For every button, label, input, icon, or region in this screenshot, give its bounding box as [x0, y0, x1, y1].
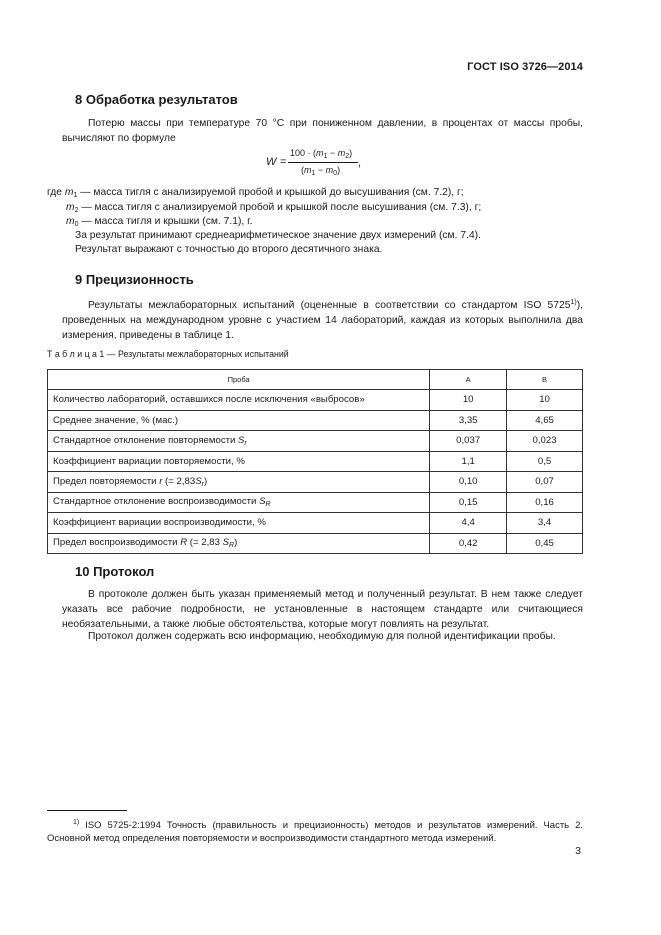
variable-symbol: m [64, 187, 74, 198]
section-9-text-after: ), проведенных на международном уровне с участием 14 лабораторий, каждая из которых выполнила два измерения, приведены в таблице 1. [62, 300, 583, 341]
section-10-paragraph-2: Протокол должен содержать всю информацию, необходимую для полной идентификации пробы. [88, 631, 556, 642]
table-row [48, 513, 583, 534]
row-label [48, 513, 430, 534]
variable-description: — масса тигля с анализируемой пробой и крышкой после высушивания (см. 7.3), г; [81, 202, 482, 213]
row-label-text: Количество лабораторий, оставшихся после исключения «выбросов» [53, 394, 365, 406]
footnote [47, 816, 583, 845]
table-header-row [48, 370, 583, 390]
row-label [48, 472, 430, 493]
variable-description: — масса тигля с анализируемой пробой и крышкой до высушивания (см. 7.2), г; [80, 187, 464, 198]
fraction-bar [288, 162, 358, 163]
results-table [47, 369, 583, 554]
value-b: 0,16 [507, 492, 583, 513]
section-9-paragraph [62, 295, 583, 343]
table-row [48, 431, 583, 452]
section-9-title: 9 Прецизионность [75, 272, 194, 287]
value-b: 0,07 [507, 472, 583, 493]
variable-subscript: 0 [74, 221, 79, 228]
row-label-text: Предел воспроизводимости R (= 2,83 S [53, 537, 230, 549]
value-a: 0,15 [430, 492, 507, 513]
row-label-subscript: R [229, 542, 235, 550]
variable-subscript: 1 [73, 192, 78, 199]
footnote-reference[interactable]: 1) [570, 299, 577, 306]
value-a: 4,4 [430, 513, 507, 534]
section-8-result-paragraph: За результат принимают среднеарифметическое значение двух измерений (см. 7.4). [75, 230, 481, 241]
section-10-title: 10 Протокол [75, 564, 155, 579]
table-row [48, 451, 583, 472]
page-number: 3 [575, 845, 581, 857]
row-label [48, 431, 430, 452]
formula [0, 148, 661, 182]
value-a: 0,037 [430, 431, 507, 452]
table-row [48, 390, 583, 411]
value-b: 0,45 [507, 533, 583, 554]
document-id: ГОСТ ISO 3726—2014 [467, 61, 583, 73]
where-word: где [47, 187, 63, 198]
formula-comma: , [358, 157, 362, 169]
row-label [48, 390, 430, 411]
value-b: 0,5 [507, 451, 583, 472]
formula-numerator: $100 \cdot (m_1 - m_2)$ [290, 148, 353, 160]
footnote-divider [47, 810, 127, 811]
value-a: 1,1 [430, 451, 507, 472]
section-8-precision-paragraph: Результат выражают с точностью до второго десятичного знака. [75, 244, 383, 255]
section-10-paragraph-1: В протоколе должен быть указан применяемый метод и полученный результат. В нем также следует указать все рабочие подробности, не установленные в настоящем стандарте или считающиеся необязательными, а также любые обстоятельства, которые могут повлиять на результат. [62, 589, 583, 630]
row-label [48, 533, 430, 554]
value-b: 3,4 [507, 513, 583, 534]
variable-symbol: m [66, 202, 75, 213]
section-8-title: 8 Обработка результатов [75, 92, 238, 107]
table-row [48, 472, 583, 493]
value-b: 10 [507, 390, 583, 411]
formula-equals: = [280, 156, 287, 168]
value-b: 4,65 [507, 410, 583, 431]
row-label [48, 410, 430, 431]
variable-subscript: 2 [74, 207, 79, 214]
value-a: 0,10 [430, 472, 507, 493]
value-a: 0,42 [430, 533, 507, 554]
row-label-text: Коэффициент вариации воспроизводимости, % [53, 517, 266, 529]
header-a: А [430, 370, 507, 390]
row-label-suffix: ) [203, 475, 208, 487]
table-caption-label: Т а б л и ц а 1 [47, 349, 105, 359]
table-row [48, 533, 583, 554]
value-b: 0,023 [507, 431, 583, 452]
row-label-text: Стандартное отклонение воспроизводимости S [53, 496, 266, 508]
section-9-text: Результаты межлабораторных испытаний (оцененные в соответствии со стандартом ISO 5725 [88, 300, 571, 311]
table-row [48, 492, 583, 513]
formula-lhs: W [266, 156, 277, 168]
row-label-subscript: R [265, 501, 271, 509]
row-label-subscript: r [244, 439, 247, 447]
section-8-intro: Потерю массы при температуре 70 °С при пониженном давлении, в процентах от массы пробы, вычисляют по формуле [62, 118, 583, 144]
table-caption [47, 349, 289, 359]
row-label-text: Коэффициент вариации повторяемости, % [53, 455, 245, 467]
table-row [48, 410, 583, 431]
footnote-text: ISO 5725-2:1994 Точность (правильность и прецизионность) методов и результатов измерений. Часть 2. Основной метод определения повторяемости и воспроизводимости стандартного метода измерений. [47, 820, 584, 844]
row-label [48, 492, 430, 513]
row-label-text: Предел повторяемости r (= 2,83S [53, 475, 202, 487]
footnote-mark: 1) [73, 819, 80, 826]
table-caption-text: — Результаты межлабораторных испытаний [106, 349, 289, 359]
variable-symbol: m [66, 216, 75, 227]
row-label-text: Среднее значение, % (мас.) [53, 414, 179, 426]
row-label-subscript: r [201, 480, 204, 488]
row-label-suffix: ) [234, 537, 238, 549]
value-a: 3,35 [430, 410, 507, 431]
row-label [48, 451, 430, 472]
header-sample: Проба [48, 370, 430, 390]
variable-description: — масса тигля и крышки (см. 7.1), г. [81, 216, 253, 227]
row-label-text: Стандартное отклонение повторяемости S [53, 434, 245, 446]
value-a: 10 [430, 390, 507, 411]
formula-denominator: $(m_1 - m_0)$ [301, 165, 341, 177]
header-b: В [507, 370, 583, 390]
